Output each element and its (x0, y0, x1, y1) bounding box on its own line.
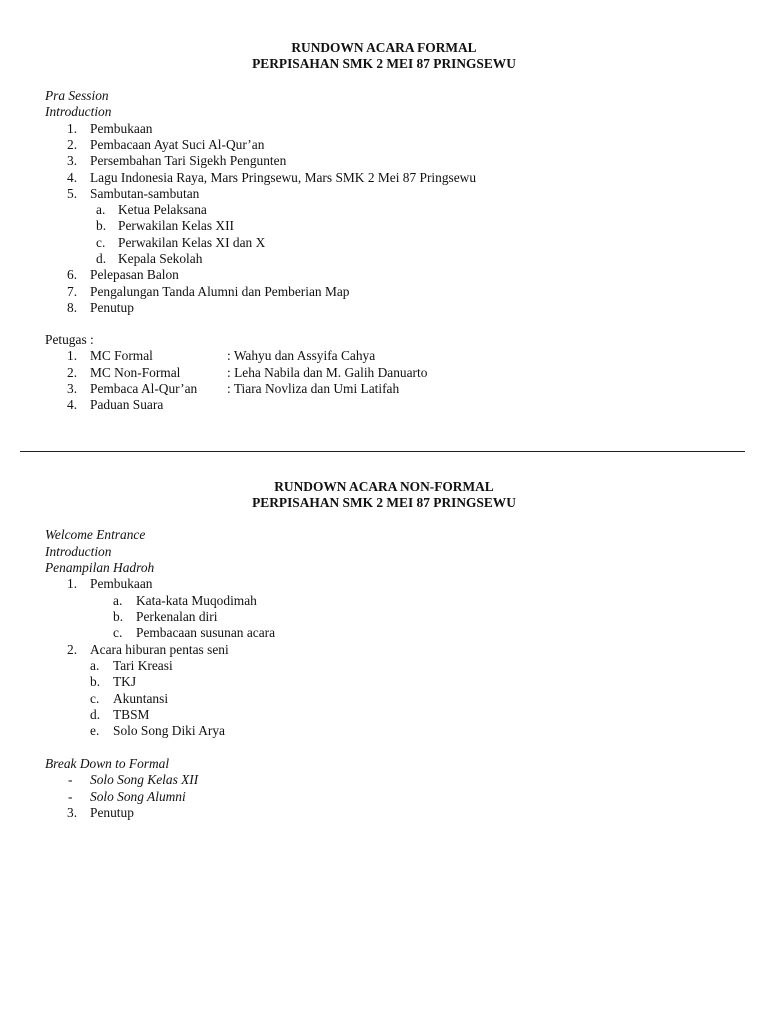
nonformal-sub-letter: a. (90, 658, 100, 673)
petugas-num: 3. (67, 381, 78, 396)
formal-item-num: 1. (67, 121, 78, 136)
nonformal-sub-letter: b. (113, 609, 124, 624)
formal-item-num: 7. (67, 284, 78, 299)
formal-item-text: Persembahan Tari Sigekh Pengunten (90, 153, 287, 168)
dash-mark: - (68, 772, 73, 787)
formal-item-text: Lagu Indonesia Raya, Mars Pringsewu, Mars SMK 2 Mei 87 Pringsewu (90, 170, 477, 185)
break-down-label: Break Down to Formal (45, 756, 170, 771)
petugas-num: 4. (67, 397, 78, 412)
petugas-num: 2. (67, 365, 78, 380)
nonformal-sub-letter: d. (90, 707, 101, 722)
formal-sub-text: Kepala Sekolah (118, 251, 203, 266)
welcome-entrance-label: Welcome Entrance (45, 527, 146, 542)
formal-item-text: Sambutan-sambutan (90, 186, 200, 201)
formal-subtitle: PERPISAHAN SMK 2 MEI 87 PRINGSEWU (252, 56, 516, 71)
nonformal-item-num: 1. (67, 576, 78, 591)
formal-sub-letter: b. (96, 218, 107, 233)
dash-mark: - (68, 789, 73, 804)
nonformal-sub-letter: a. (113, 593, 123, 608)
formal-sub-letter: d. (96, 251, 107, 266)
nonformal-item-num: 2. (67, 642, 78, 657)
nonformal-sub-text: Kata-kata Muqodimah (136, 593, 257, 608)
nonformal-sub-text: Pembacaan susunan acara (136, 625, 276, 640)
formal-item-num: 5. (67, 186, 78, 201)
petugas-role: Pembaca Al-Qur’an (90, 381, 198, 396)
nonformal-sub-letter: b. (90, 674, 101, 689)
nonformal-sub-text: Akuntansi (113, 691, 169, 706)
penampilan-hadroh-label: Penampilan Hadroh (45, 560, 155, 575)
dash-text: Solo Song Kelas XII (90, 772, 199, 787)
nonformal-subtitle: PERPISAHAN SMK 2 MEI 87 PRINGSEWU (252, 495, 516, 510)
formal-sub-text: Perwakilan Kelas XII (118, 218, 235, 233)
nonformal-introduction-label: Introduction (45, 544, 112, 559)
formal-title: RUNDOWN ACARA FORMAL (291, 40, 477, 55)
formal-item-text: Pengalungan Tanda Alumni dan Pemberian Map (90, 284, 350, 299)
formal-item-num: 8. (67, 300, 78, 315)
formal-sub-letter: c. (96, 235, 106, 250)
formal-item-text: Pelepasan Balon (90, 267, 179, 282)
nonformal-sub-text: TBSM (113, 707, 150, 722)
introduction-label: Introduction (45, 104, 112, 119)
nonformal-item-text: Penutup (90, 805, 134, 820)
petugas-name: : Wahyu dan Assyifa Cahya (227, 348, 376, 363)
formal-item-text: Penutup (90, 300, 134, 315)
nonformal-sub-letter: c. (113, 625, 123, 640)
petugas-role: MC Formal (90, 348, 153, 363)
nonformal-sub-letter: e. (90, 723, 100, 738)
nonformal-sub-text: Perkenalan diri (136, 609, 218, 624)
formal-item-num: 6. (67, 267, 78, 282)
dash-text: Solo Song Alumni (90, 789, 186, 804)
petugas-role: MC Non-Formal (90, 365, 181, 380)
nonformal-sub-text: Tari Kreasi (113, 658, 173, 673)
formal-sub-letter: a. (96, 202, 106, 217)
nonformal-sub-text: Solo Song Diki Arya (113, 723, 225, 738)
petugas-name: : Tiara Novliza dan Umi Latifah (227, 381, 400, 396)
nonformal-item-text: Pembukaan (90, 576, 153, 591)
section-divider (20, 451, 745, 452)
formal-item-num: 3. (67, 153, 78, 168)
formal-item-text: Pembacaan Ayat Suci Al-Qur’an (90, 137, 265, 152)
nonformal-title: RUNDOWN ACARA NON-FORMAL (274, 479, 494, 494)
nonformal-item-text: Acara hiburan pentas seni (90, 642, 229, 657)
petugas-num: 1. (67, 348, 78, 363)
formal-item-text: Pembukaan (90, 121, 153, 136)
formal-item-num: 2. (67, 137, 78, 152)
formal-sub-text: Perwakilan Kelas XI dan X (118, 235, 266, 250)
petugas-role: Paduan Suara (90, 397, 164, 412)
formal-item-num: 4. (67, 170, 78, 185)
nonformal-sub-letter: c. (90, 691, 100, 706)
pra-session-label: Pra Session (45, 88, 109, 103)
formal-sub-text: Ketua Pelaksana (118, 202, 207, 217)
petugas-label: Petugas : (45, 332, 94, 347)
nonformal-sub-text: TKJ (113, 674, 137, 689)
nonformal-item-num: 3. (67, 805, 78, 820)
petugas-name: : Leha Nabila dan M. Galih Danuarto (227, 365, 428, 380)
